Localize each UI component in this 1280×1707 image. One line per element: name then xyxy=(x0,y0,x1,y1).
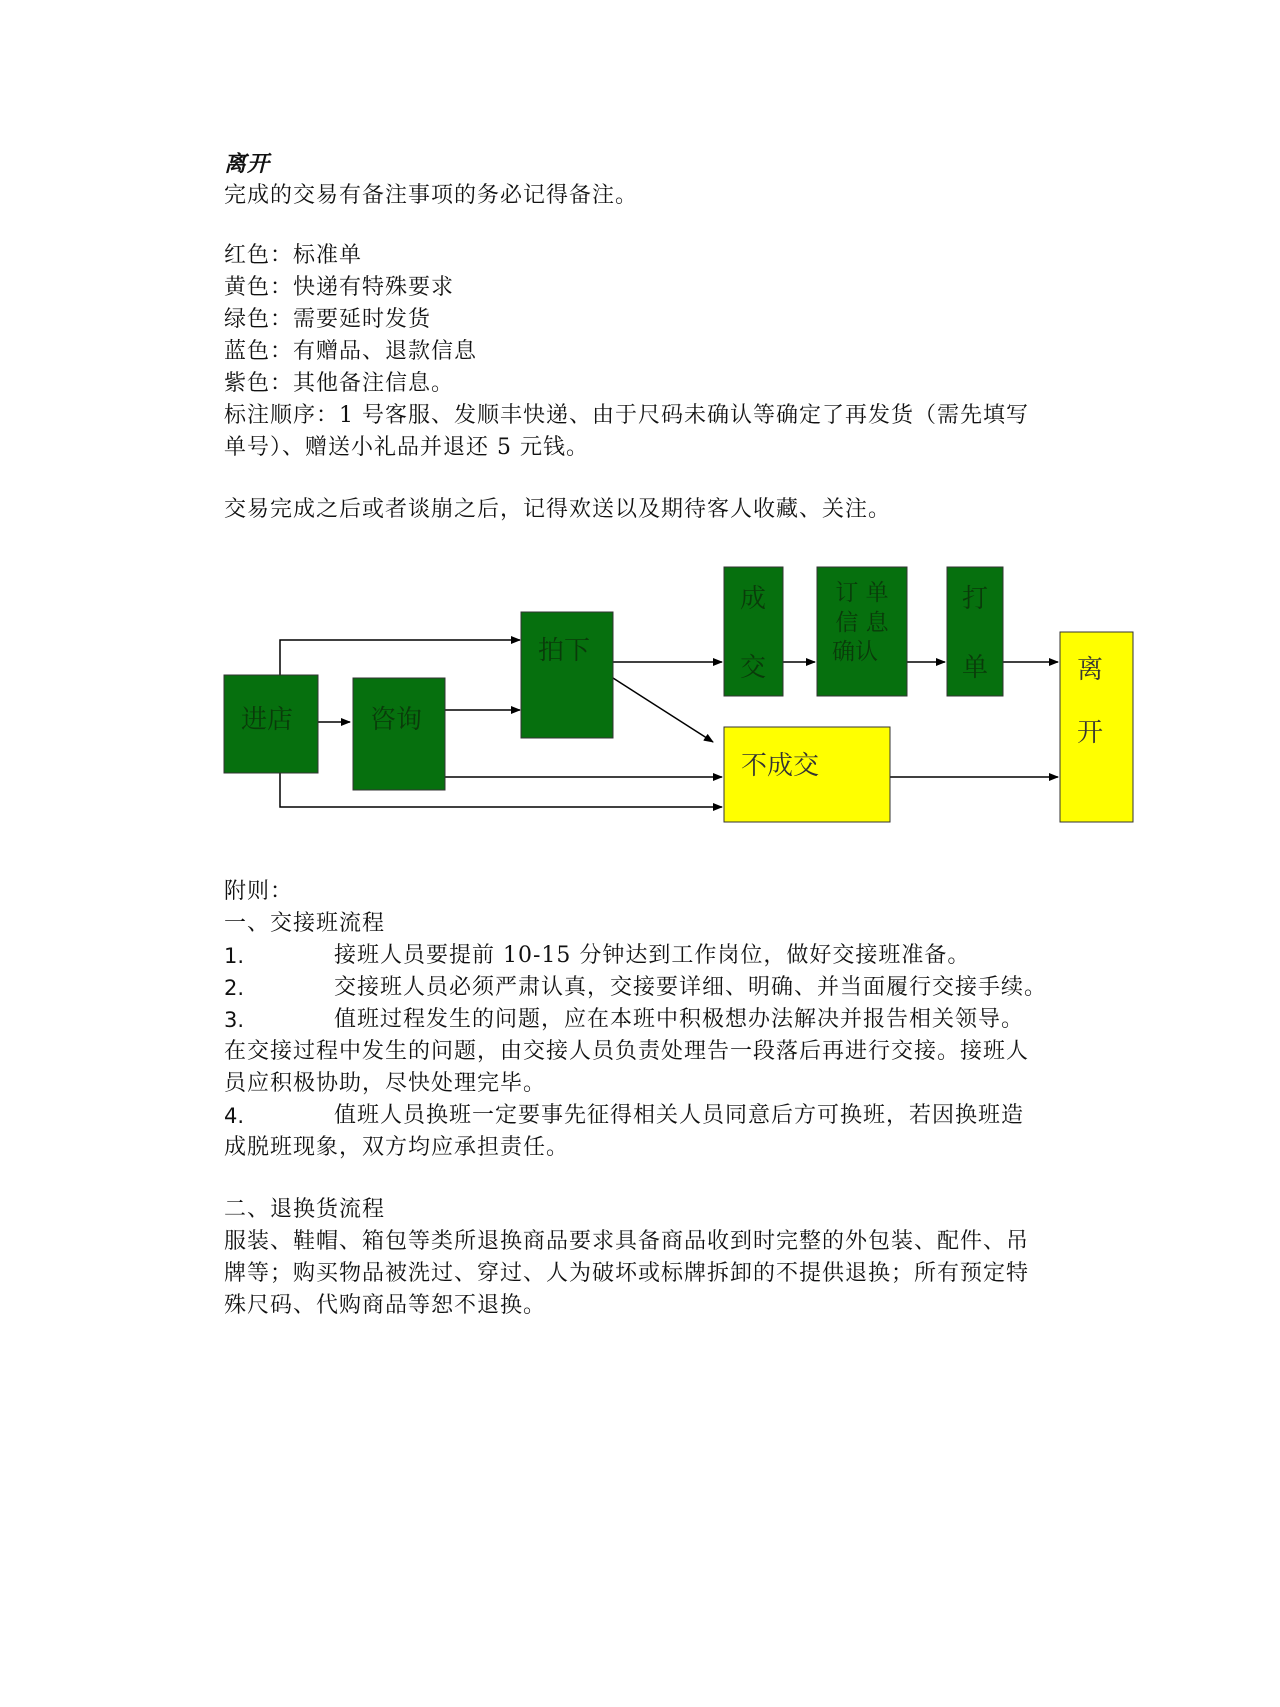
flow-diagram xyxy=(0,555,1280,855)
box-order-label: 拍下 xyxy=(537,636,591,666)
box-deal-label-1: 成 xyxy=(739,584,767,614)
box-leave-label-2: 开 xyxy=(1076,718,1104,748)
item-4-continued: 成脱班现象，双方均应承担责任。 xyxy=(224,1135,570,1160)
return-title: 二、退换货流程 xyxy=(224,1197,386,1222)
arrow-enter-to-nodeal xyxy=(280,773,722,807)
item-1-number: 1. xyxy=(224,944,245,968)
item-3-number: 3. xyxy=(224,1008,245,1032)
return-line-3: 殊尺码、代购商品等恕不退换。 xyxy=(224,1293,547,1318)
color-green-line: 绿色：需要延时发货 xyxy=(224,307,432,332)
box-confirm-label-2: 信 息 xyxy=(835,610,889,636)
box-print-label-2: 单 xyxy=(961,653,989,683)
item-1-text: 接班人员要提前 10-15 分钟达到工作岗位，做好交接班准备。 xyxy=(334,943,971,968)
arrow-order-to-nodeal xyxy=(613,678,713,742)
return-line-1: 服装、鞋帽、箱包等类所退换商品要求具备商品收到时完整的外包装、配件、吊 xyxy=(224,1229,1030,1254)
item-4-number: 4. xyxy=(224,1104,245,1128)
farewell-text: 交易完成之后或者谈崩之后，记得欢送以及期待客人收藏、关注。 xyxy=(224,497,892,522)
box-no-deal-label: 不成交 xyxy=(740,751,820,781)
item-3-continued-2: 员应积极协助，尽快处理完毕。 xyxy=(224,1071,547,1096)
item-4-text: 值班人员换班一定要事先征得相关人员同意后方可换班，若因换班造 xyxy=(334,1103,1025,1128)
color-red-line: 红色：标准单 xyxy=(224,243,363,268)
box-print-label-1: 打 xyxy=(961,584,989,614)
box-leave-label-1: 离 xyxy=(1076,655,1104,685)
handover-title: 一、交接班流程 xyxy=(224,911,386,936)
item-2-number: 2. xyxy=(224,976,245,1000)
return-line-2: 牌等；购买物品被洗过、穿过、人为破坏或标牌拆卸的不提供退换；所有预定特 xyxy=(224,1261,1030,1286)
order-note-line2: 单号）、赠送小礼品并退还 5 元钱。 xyxy=(224,435,589,460)
appendix-title: 附则： xyxy=(224,879,294,904)
section-title: 离开 xyxy=(224,151,271,177)
color-yellow-line: 黄色：快递有特殊要求 xyxy=(224,275,455,300)
color-blue-line: 蓝色：有赠品、退款信息 xyxy=(224,339,478,364)
color-purple-line: 紫色：其他备注信息。 xyxy=(224,371,455,396)
box-enter-label: 进店 xyxy=(240,705,294,735)
item-3-continued-1: 在交接过程中发生的问题，由交接人员负责处理告一段落后再进行交接。接班人 xyxy=(224,1039,1030,1064)
item-3-text: 值班过程发生的问题，应在本班中积极想办法解决并报告相关领导。 xyxy=(334,1007,1025,1032)
order-note-line1: 标注顺序：1 号客服、发顺丰快递、由于尺码未确认等确定了再发货（需先填写 xyxy=(224,403,1029,428)
intro-text: 完成的交易有备注事项的务必记得备注。 xyxy=(224,183,639,208)
box-order xyxy=(521,612,613,738)
box-consult-label: 咨询 xyxy=(369,705,423,735)
arrow-enter-to-order xyxy=(280,640,520,675)
item-2-text: 交接班人员必须严肃认真，交接要详细、明确、并当面履行交接手续。 xyxy=(334,975,1048,1000)
box-confirm-label-3: 确认 xyxy=(832,639,878,665)
box-deal-label-2: 交 xyxy=(739,653,767,683)
box-confirm-label-1: 订 单 xyxy=(835,580,889,606)
